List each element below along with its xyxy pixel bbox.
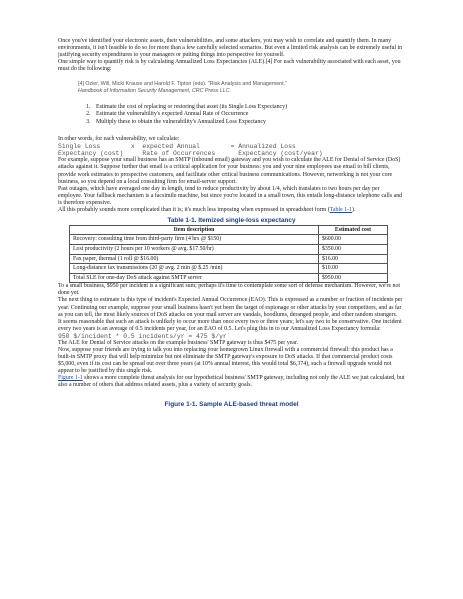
figure-1-1-link[interactable]: Figure 1-1: [58, 375, 83, 382]
header-item-description: Item description: [70, 225, 319, 235]
estimated-cost-cell: $16.00: [319, 254, 388, 264]
table-row: [70, 254, 388, 264]
item-description-cell: Lost productivity (2 hours per 10 workers @ avg. $17.50/hr): [70, 244, 319, 254]
calc-intro: In other words, for each vulnerability, we calculate:: [58, 135, 180, 142]
step-item: 2. Estimate the vulnerability's expected Annual Rate of Occurrence: [92, 111, 405, 118]
item-description-cell: Recovery: consulting time from third-party firm (4 hrs @ $150): [70, 235, 319, 245]
figure-caption: Figure 1-1. Sample ALE-based threat model: [164, 401, 299, 409]
firewall-paragraph: Now, suppose your friends are trying to talk you into replacing your homegrown Linux firewall with a commercial firewall: this product has a built-in SMTP proxy that will help minimize but not eliminate the SMTP gateway's exposure to DoS attacks. If that commercial product costs $5,000, even if its cost can be spread out over three years (at 10% annual interest, this would total $6,374), such a firewall upgrade would not appear to be justified by this single risk.: [58, 347, 393, 375]
footnote: [78, 81, 405, 94]
intro-paragraph: Once you've identified your electronic assets, their vulnerabilities, and some attackers, you may wish to correlate and quantify them. In many environments, it isn't feasible to do so for more than a few carefully selected scenarios. But even a limited risk analysis can be extremely useful in justifying security expenditures to your managers or putting things into perspective for yourself.: [58, 38, 403, 59]
item-description-cell: Fax paper, thermal (1 roll @ $16.00): [70, 254, 319, 264]
header-estimated-cost: Estimated cost: [319, 225, 388, 235]
table-row: [70, 235, 388, 245]
after-table-paragraph: To a small business, $950 per incident is a significant sum; perhaps it's time to contemplate some sort of defense mechanism. However, we're not done yet.: [58, 283, 401, 297]
table-row-total: [70, 273, 388, 283]
steps-list: [58, 104, 405, 125]
table-ref-after: ).: [352, 206, 356, 213]
step-item: 1. Estimate the cost of replacing or restoring that asset (its Single Loss Expectancy): [92, 104, 405, 111]
table-ref-paragraph: [58, 207, 405, 214]
table-row: [70, 244, 388, 254]
formula-line-1: Single Loss x expected Annual = Annualized Loss: [58, 142, 296, 150]
formula-line-2: Expectancy (cost) Rate of Occurrences Expectancy (cost/year): [58, 150, 323, 158]
table-title: Table 1-1. Itemized single-loss expectancy: [167, 216, 296, 224]
figure-ref-text: shows a more complete threat analysis for our hypothetical business' SMTP gateway, including not only the ALE we just calculated, but also a number of others that address related assets, plus a variety of security goals.: [58, 375, 405, 389]
step-item: 3. Multiply these to obtain the vulnerability's Annualized Loss Expectancy: [92, 119, 405, 126]
seems-paragraph: It seems reasonable that such an attack is unlikely to occur more than once every two or three years; let's say two to be conservative. One incident every two years is an average of 0.5 incidents per year, for an EAO of 0.5. Let's plug this in to our Annualized Loss Expectancy formula:: [58, 318, 402, 332]
item-description-cell: Total SLE for one-day DoS attack against SMTP server: [70, 273, 319, 283]
figure-ref-paragraph: [58, 375, 405, 389]
table-1-1-link[interactable]: Table 1-1: [329, 206, 352, 213]
ale-result-paragraph: The ALE for Denial of Service attacks on the example business' SMTP gateway is thus $475 per year.: [58, 340, 299, 347]
example-paragraph: For example, suppose your small business has an SMTP (inbound email) gateway and you wish to calculate the ALE for Denial of Service (DoS) attacks against it. Suppose further that email is a critical application for your business: you and your nine employees use email to bill clients, provide work estimates to prospective customers, and facilitate other critical business communications. However, networking is not your core business, so you depend on a local consulting firm for email-server support.: [58, 157, 401, 185]
item-description-cell: Long-distance fax transmissions (20 @ avg. 2 min @ $.25 /min): [70, 264, 319, 274]
ale-intro-paragraph: One simple way to quantify risk is by calculating Annualized Loss Expectancies (ALE).[4] For each vulnerability associated with each asset, you must do the following:: [58, 59, 401, 73]
estimated-cost-cell: $10.00: [319, 264, 388, 274]
sle-table: [69, 225, 388, 284]
table-row: [70, 264, 388, 274]
footnote-line2: Handbook of Information Security Management, CRC Press LLC.: [78, 87, 232, 94]
outage-paragraph: Past outages, which have averaged one day in length, tend to reduce productivity by about 1/4, which translates to two hours per day per employee. Your fallback mechanism is a facsimile machine, but since you're located in a small town, this entails long-distance telephone calls and is therefore expensive.: [58, 185, 403, 206]
eao-paragraph: The next thing to estimate is this type of incident's Expected Annual Occurrence (EAO). This is expressed as a number or fraction of incidents per year. Continuing our example, suppose your small business hasn't yet been the target of espionage or other attacks by your competitors, and as far as you can tell, the most likely sources of DoS attacks on your mail server are vandals, hoodlums, deranged people, and other random strangers.: [58, 297, 403, 318]
estimated-cost-cell: $950.00: [319, 273, 388, 283]
ale-formula: 950 $/incident * 0.5 incidents/yr = 475 $/yr: [58, 332, 227, 340]
estimated-cost-cell: $600.00: [319, 235, 388, 245]
table-ref-before: All this probably sounds more complicated than it is; it's much less imposing when expressed in spreadsheet form (: [58, 206, 330, 213]
table-header-row: [70, 225, 388, 235]
footnote-line1: [4] Ozier, Will, Micki Krause and Harold F. Tipton (eds). "Risk Analysis and Management.": [78, 81, 287, 88]
estimated-cost-cell: $350.00: [319, 244, 388, 254]
